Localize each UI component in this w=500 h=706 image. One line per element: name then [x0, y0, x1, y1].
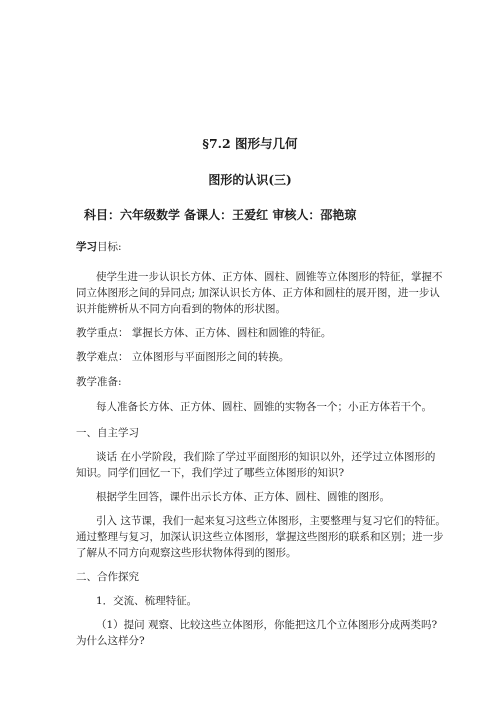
objectives-line-3: 识并能辨析从不同方向看到的物体的形状图。 — [76, 303, 286, 315]
section1-para1-line2: 知识。同学们回忆一下，我们学过了哪些立体图形的知识? — [76, 467, 345, 479]
objectives-label-bold: 学习 — [76, 241, 97, 253]
section1-para1-line1: 谈话 在小学阶段，我们除了学过平面图形的知识以外，还学过立体图形的 — [96, 451, 436, 463]
section2-item1: 1．交流、梳理特征。 — [96, 595, 198, 607]
objectives-line-2: 同立体图形之间的异同点; 加深认识长方体、正方体和圆柱的展开图，进一步认 — [76, 287, 440, 299]
prep-text: 每人准备长方体、正方体、圆柱、圆锥的实物各一个；小正方体若干个。 — [96, 401, 432, 413]
document-subtitle: 图形的认识(三) — [208, 173, 292, 187]
document-title: §7.2 图形与几何 — [202, 136, 298, 151]
objectives-line-1: 使学生进一步认识长方体、正方体、圆柱、圆锥等立体图形的特征，掌握不 — [96, 271, 443, 283]
prep-label: 教学准备: — [76, 376, 122, 388]
section1-para3-line3: 了解从不同方向观察这些形状物体得到的图形。 — [76, 547, 297, 559]
objectives-heading — [76, 240, 432, 254]
section1-para3-line2: 通过整理与复习，加深认识这些立体图形，掌握这些图形的联系和区别；进一步 — [76, 531, 444, 543]
section-heading-2: 二、合作探究 — [76, 571, 139, 583]
section2-question1-line2: 为什么这样分? — [76, 635, 145, 647]
section2-question1-line1: （1）提问 观察、比较这些立体图形，你能把这几个立体图形分成两类吗? — [96, 619, 438, 631]
section1-para2: 根据学生回答，课件出示长方体、正方体、圆柱、圆锥的图形。 — [96, 491, 390, 503]
objectives-label-rest: 目标: — [97, 241, 122, 253]
document-meta: 科目：六年级数学 备课人：王爱红 审核人：邵艳琼 — [84, 208, 357, 222]
section-heading-1: 一、自主学习 — [76, 427, 139, 439]
key-point: 教学重点： 掌握长方体、正方体、圆柱和圆锥的特征。 — [76, 327, 332, 339]
section1-para3-line1: 引入 这节课，我们一起来复习这些立体图形，主要整理与复习它们的特征。 — [96, 515, 446, 527]
difficult-point: 教学难点： 立体图形与平面图形之间的转换。 — [76, 351, 290, 363]
